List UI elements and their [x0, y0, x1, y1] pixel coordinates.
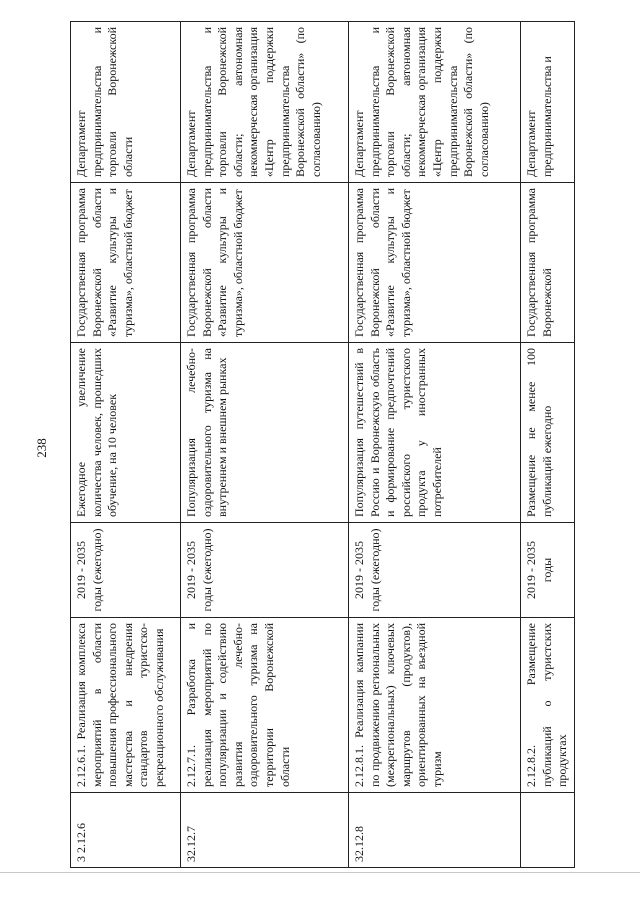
measure-cell: 2.12.7.1. Разработка и реализация мероприятий по популяризации и содействию развития лечебно-оздоровительного туризма на территории Воронежской области — [181, 618, 349, 793]
funding-source-cell: Государственная программа Воронежской области «Развитие культуры и туризма», областной бюджет — [349, 183, 521, 343]
period-cell: 2019 - 2035 годы (ежегодно) — [181, 523, 349, 618]
row-number — [521, 793, 575, 868]
table-row — [181, 22, 349, 868]
period-cell: 2019 - 2035 годы — [521, 523, 575, 618]
executor-cell: Департамент предпринимательства и торговли Воронежской области — [71, 22, 181, 183]
page-number-text: 238 — [34, 438, 49, 458]
table-row — [521, 22, 575, 868]
result-cell: Ежегодное увеличение количества человек, прошедших обучение, на 10 человек — [71, 343, 181, 523]
measure-cell: 2.12.6.1. Реализация комплекса мероприятий в области повышения профессионального мастерства и внедрения стандартов туристско-рекреационного обслуживания — [71, 618, 181, 793]
page-bottom-rule — [0, 872, 640, 873]
page-number — [32, 440, 52, 456]
measures-table — [70, 21, 575, 868]
funding-source-cell: Государственная программа Воронежской области «Развитие культуры и туризма», областной бюджет — [181, 183, 349, 343]
funding-source-cell: Государственная программа Воронежской — [521, 183, 575, 343]
result-cell: Популяризация лечебно-оздоровительного туризма на внутреннем и внешнем рынках — [181, 343, 349, 523]
executor-cell: Департамент предпринимательства и торговли Воронежской области; автономная некоммерческая организация «Центр поддержки предпринимательства Воронежской области» (по согласованию) — [181, 22, 349, 183]
row-number: 3 2.12.6 — [71, 793, 181, 868]
table-row — [71, 22, 181, 868]
table-row — [349, 22, 521, 868]
rotated-page-content — [70, 22, 574, 868]
executor-cell: Департамент предпринимательства и торговли Воронежской области; автономная некоммерческая организация «Центр поддержки предпринимательства Воронежской области» (по согласованию) — [349, 22, 521, 183]
period-cell: 2019 - 2035 годы (ежегодно) — [349, 523, 521, 618]
period-cell: 2019 - 2035 годы (ежегодно) — [71, 523, 181, 618]
result-cell: Размещение не менее 100 публикаций ежегодно — [521, 343, 575, 523]
funding-source-cell: Государственная программа Воронежской области «Развитие культуры и туризма», областной бюджет — [71, 183, 181, 343]
measure-cell: 2.12.8.2. Размещение публикаций о туристских продуктах — [521, 618, 575, 793]
executor-cell: Департамент предпринимательства и — [521, 22, 575, 183]
measure-cell: 2.12.8.1. Реализация кампании по продвижению региональных (межрегиональных) ключевых маршрутов (продуктов), ориентированных на въездной туризм — [349, 618, 521, 793]
row-number: 32.12.8 — [349, 793, 521, 868]
row-number: 32.12.7 — [181, 793, 349, 868]
result-cell: Популяризация путешествий в Россию и Воронежскую область и формирование предпочтений российского туристского продукта у иностранных потребителей — [349, 343, 521, 523]
